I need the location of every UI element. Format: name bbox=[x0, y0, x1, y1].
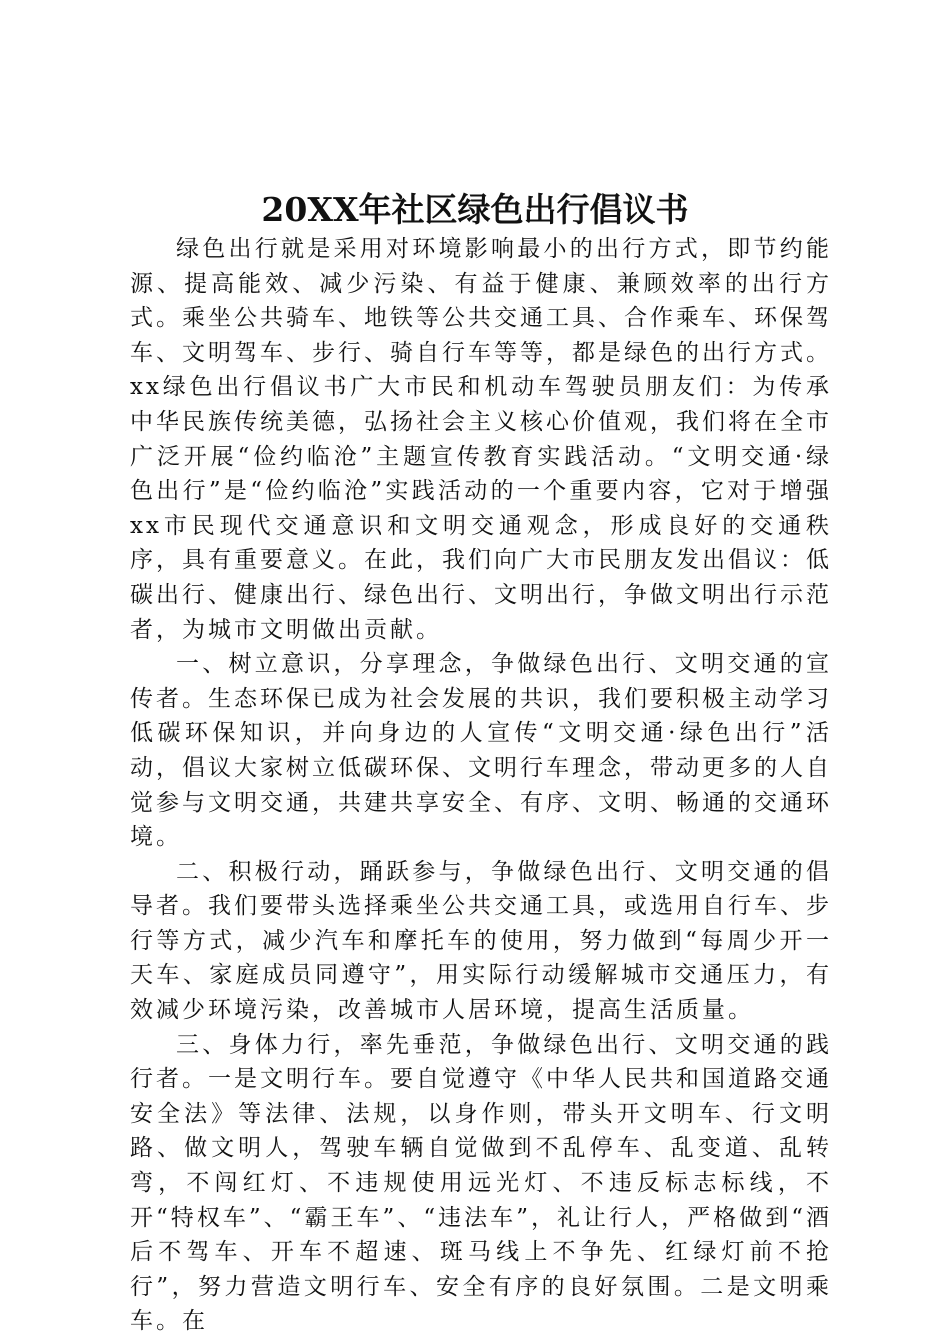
paragraph-intro: 绿色出行就是采用对环境影响最小的出行方式，即节约能源、提高能效、减少污染、有益于健康、兼顾效率的出行方式。乘坐公共骑车、地铁等公共交通工具、合作乘车、环保驾车、文明驾车、步行、骑自行车等等，都是绿色的出行方式。xx绿色出行倡议书广大市民和机动车驾驶员朋友们：为传承中华民族传统美德，弘扬社会主义核心价值观，我们将在全市广泛开展“俭约临沧”主题宣传教育实践活动。“文明交通·绿色出行”是“俭约临沧”实践活动的一个重要内容，它对于增强xx市民现代交通意识和文明交通观念，形成良好的交通秩序，具有重要意义。在此，我们向广大市民朋友发出倡议：低碳出行、健康出行、绿色出行、文明出行，争做文明出行示范者，为城市文明做出贡献。 bbox=[130, 236, 832, 643]
document-body bbox=[130, 232, 832, 1339]
paragraph-two: 二、积极行动，踊跃参与，争做绿色出行、文明交通的倡导者。我们要带头选择乘坐公共交通工具，或选用自行车、步行等方式，减少汽车和摩托车的使用，努力做到“每周少开一天车、家庭成员同遵守”，用实际行动缓解城市交通压力，有效减少环境污染，改善城市人居环境，提高生活质量。 bbox=[130, 858, 832, 1024]
paragraph-one: 一、树立意识，分享理念，争做绿色出行、文明交通的宣传者。生态环保已成为社会发展的共识，我们要积极主动学习低碳环保知识，并向身边的人宣传“文明交通·绿色出行”活动，倡议大家树立低碳环保、文明行车理念，带动更多的人自觉参与文明交通，共建共享安全、有序、文明、畅通的交通环境。 bbox=[130, 651, 832, 851]
paragraph-three: 三、身体力行，率先垂范，争做绿色出行、文明交通的践行者。一是文明行车。要自觉遵守《中华人民共和国道路交通安全法》等法律、法规，以身作则，带头开文明车、行文明路、做文明人，驾驶车辆自觉做到不乱停车、乱变道、乱转弯，不闯红灯、不违规使用远光灯、不违反标志标线，不开“特权车”、“霸王车”、“违法车”，礼让行人，严格做到“酒后不驾车、开车不超速、斑马线上不争先、红绿灯前不抢行”，努力营造文明行车、安全有序的良好氛围。二是文明乘车。在 bbox=[130, 1031, 832, 1335]
document-title: 20XX年社区绿色出行倡议书 bbox=[261, 190, 689, 229]
